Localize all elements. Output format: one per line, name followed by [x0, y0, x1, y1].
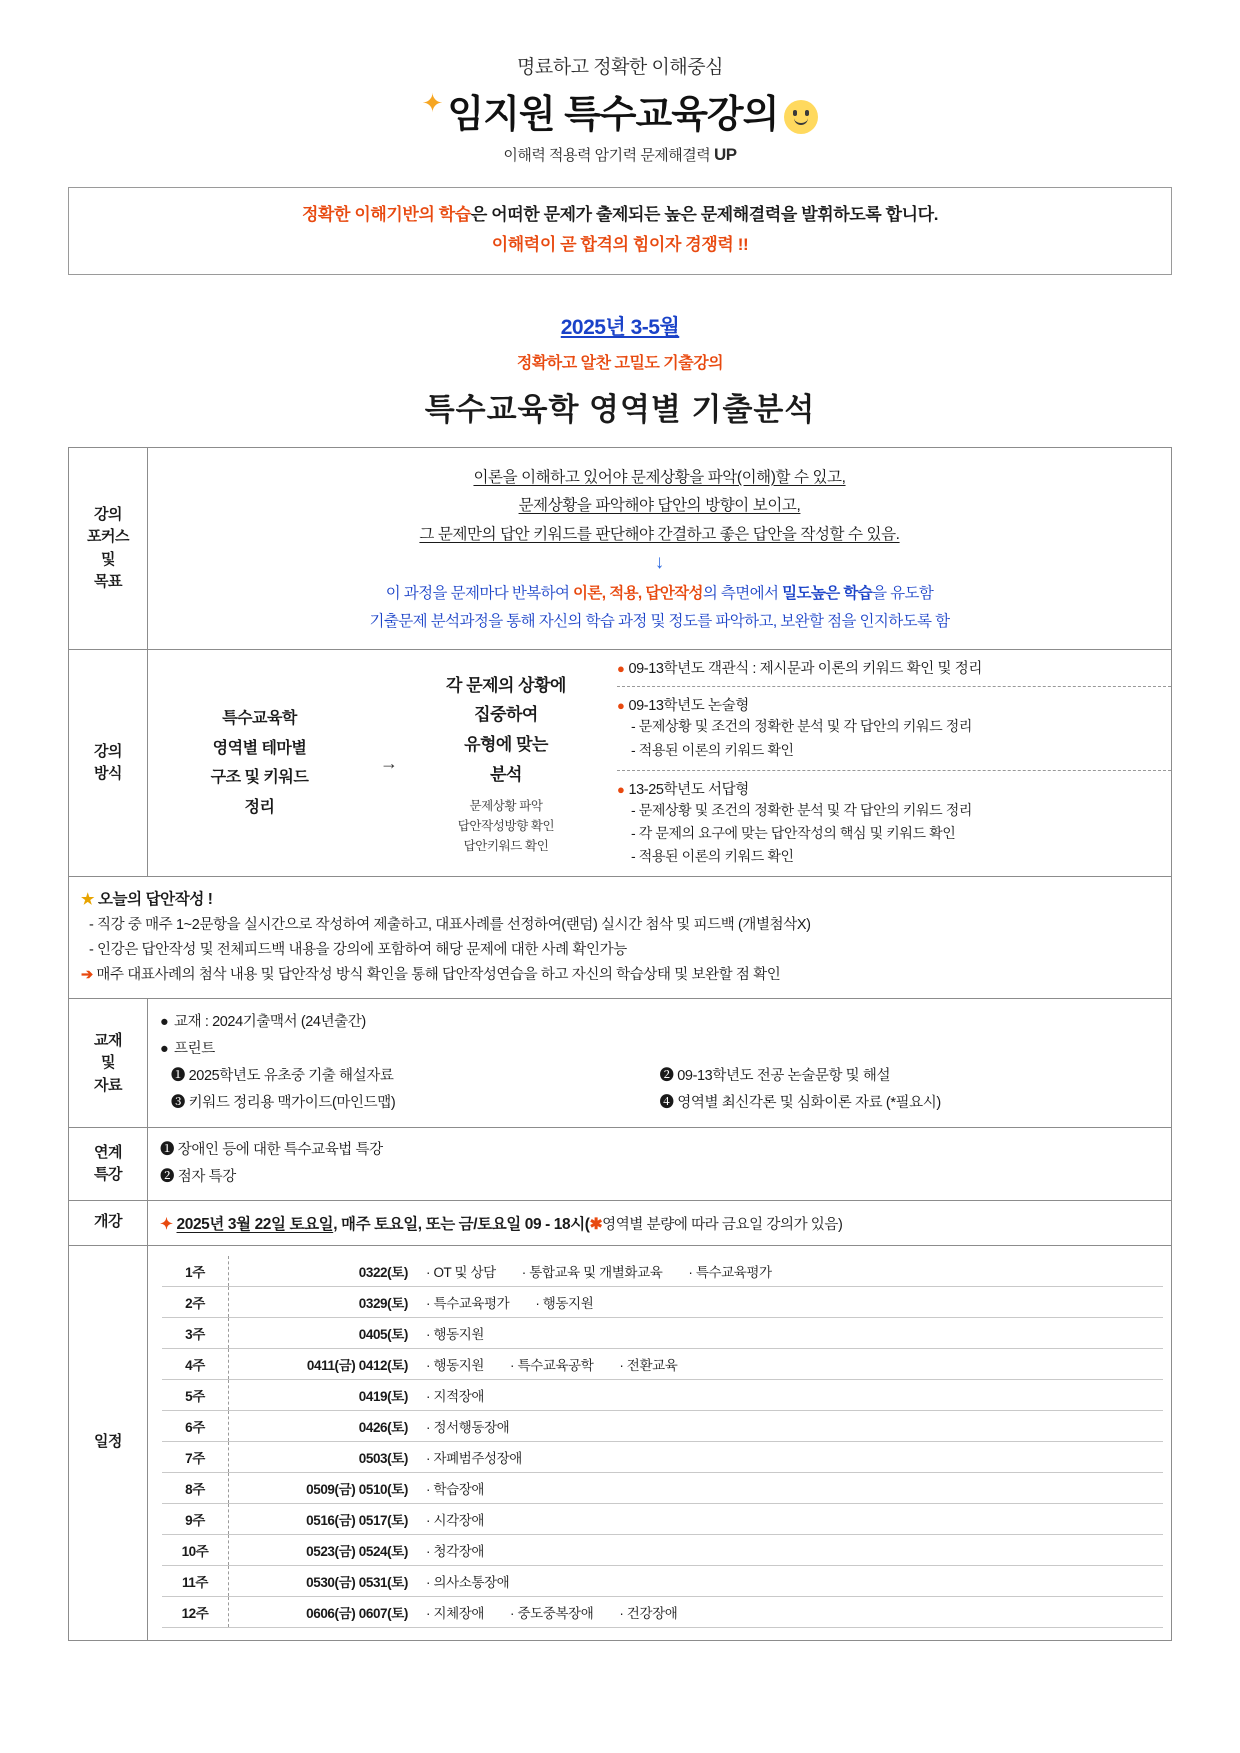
open-content — [148, 1200, 1172, 1245]
header-sub2-up: UP — [713, 145, 737, 164]
smiley-face-icon — [784, 100, 818, 134]
schedule-topic: · 지적장애 — [426, 1385, 484, 1405]
schedule-topics — [416, 1410, 1163, 1441]
schedule-week: 3주 — [162, 1317, 229, 1348]
materials-sub-row-1 — [160, 1063, 1159, 1090]
method-segment — [617, 771, 1171, 876]
method-segment — [617, 650, 1171, 687]
row-materials — [69, 999, 1172, 1128]
schedule-row — [162, 1472, 1163, 1503]
notice-box — [68, 187, 1172, 275]
row-schedule — [69, 1245, 1172, 1640]
four-point-star-icon: ✦ — [160, 1215, 173, 1233]
course-info-table — [68, 447, 1172, 1641]
schedule-week: 2주 — [162, 1286, 229, 1317]
method-segment-sub: - 적용된 이론의 키워드 확인 — [631, 741, 794, 758]
header-sub2-text: 이해력 적용력 암기력 문제해결력 — [503, 147, 714, 164]
schedule-topic: · 지체장애 — [426, 1602, 484, 1622]
focus-line-2: 문제상황을 파악해야 답안의 방향이 보이고, — [518, 497, 801, 515]
schedule-date: 0516(금) 0517(토) — [229, 1503, 417, 1534]
schedule-topic: · 특수교육공학 — [510, 1354, 593, 1374]
method-segment-sub: - 문제상황 및 조건의 정확한 분석 및 각 답안의 키워드 정리 — [631, 801, 973, 818]
course-name: 특수교육학 영역별 기출분석 — [424, 391, 816, 427]
sparkle-icon: ✦ — [421, 87, 444, 118]
schedule-row — [162, 1534, 1163, 1565]
bullet-dot-icon: ● — [617, 781, 625, 797]
schedule-date: 0419(토) — [229, 1379, 417, 1410]
bullet-dot-icon: ● — [160, 1014, 169, 1031]
method-segment-head: ● 09-13학년도 객관식 : 제시문과 이론의 키워드 확인 및 정리 — [617, 661, 982, 678]
row-open — [69, 1200, 1172, 1245]
schedule-content — [148, 1245, 1172, 1640]
right-arrow-icon: → — [380, 752, 398, 773]
schedule-date: 0426(토) — [229, 1410, 417, 1441]
schedule-topics — [416, 1472, 1163, 1503]
document-header — [68, 52, 1172, 165]
schedule-date: 0606(금) 0607(토) — [229, 1596, 417, 1627]
notice-line-1-highlight: 정확한 이해기반의 학습 — [301, 205, 471, 224]
schedule-topic: · 청각장애 — [426, 1540, 484, 1560]
materials-item-1: ● 교재 : 2024기출맥서 (24년출간) — [160, 1009, 1159, 1036]
method-segment-sub: - 각 문제의 요구에 맞는 답안작성의 핵심 및 키워드 확인 — [631, 824, 956, 841]
num-2-icon: ❷ — [659, 1067, 674, 1084]
row-focus — [69, 447, 1172, 650]
schedule-week: 8주 — [162, 1472, 229, 1503]
answer-writing-title: ★ 오늘의 답안작성 ! — [81, 890, 213, 908]
materials-sub-4: ❹ 영역별 최신각론 및 심화이론 자료 (*필요시) — [659, 1094, 941, 1111]
label-linked: 연계 특강 — [69, 1128, 148, 1200]
asterisk-icon: ✱ — [589, 1215, 603, 1233]
schedule-topic: · 통합교육 및 개별화교육 — [522, 1261, 663, 1281]
schedule-topic: · 행동지원 — [535, 1292, 593, 1312]
label-schedule: 일정 — [69, 1245, 148, 1640]
schedule-row — [162, 1286, 1163, 1317]
open-date: 2025년 3월 22일 토요일 — [176, 1215, 334, 1233]
method-column-3 — [605, 650, 1171, 875]
linked-item-2: ❷ 점자 특강 — [160, 1168, 236, 1185]
page-title: 임지원 특수교육강의 — [447, 94, 779, 136]
schedule-topics — [416, 1441, 1163, 1472]
answer-writing-content — [69, 876, 1172, 998]
focus-content — [148, 447, 1172, 650]
schedule-date: 0509(금) 0510(토) — [229, 1472, 417, 1503]
method-segment-sub: - 적용된 이론의 키워드 확인 — [631, 847, 794, 864]
schedule-row — [162, 1348, 1163, 1379]
num-4-icon: ❹ — [659, 1094, 674, 1111]
schedule-week: 12주 — [162, 1596, 229, 1627]
schedule-topic: · 시각장애 — [426, 1509, 484, 1529]
method-column-2-detail: 문제상황 파악 답안작성방향 확인 답안키워드 확인 — [457, 798, 555, 853]
materials-sub-1: ❶ 2025학년도 유초중 기출 해설자료 — [170, 1067, 394, 1084]
schedule-topic: · 건강장애 — [619, 1602, 677, 1622]
schedule-row — [162, 1317, 1163, 1348]
schedule-week: 4주 — [162, 1348, 229, 1379]
method-column-1: 특수교육학 영역별 테마별 구조 및 키워드 정리 — [210, 710, 309, 816]
schedule-topic: · 자폐범주성장애 — [426, 1447, 522, 1467]
schedule-topic: · 특수교육평가 — [426, 1292, 509, 1312]
schedule-topics — [416, 1534, 1163, 1565]
label-open: 개강 — [69, 1200, 148, 1245]
schedule-row — [162, 1256, 1163, 1287]
focus-line-1: 이론을 이해하고 있어야 문제상황을 파악(이해)할 수 있고, — [473, 468, 846, 486]
bullet-dot-icon: ● — [160, 1041, 169, 1058]
label-focus: 강의 포커스 및 목표 — [69, 447, 148, 650]
materials-sub-row-2 — [160, 1090, 1159, 1117]
course-tagline: 정확하고 알찬 고밀도 기출강의 — [516, 354, 724, 372]
bullet-dot-icon: ● — [617, 698, 625, 714]
label-method: 강의 방식 — [69, 650, 148, 876]
star-icon: ★ — [81, 890, 95, 908]
method-segment-head: ● 13-25학년도 서답형 — [617, 781, 749, 798]
materials-item-2: ● 프린트 — [160, 1036, 1159, 1063]
answer-writing-line-3: ➔ 매주 대표사례의 첨삭 내용 및 답안작성 방식 확인을 통해 답안작성연습을 하고 자신의 학습상태 및 보완할 점 확인 — [81, 966, 781, 983]
method-segment-head: ● 09-13학년도 논술형 — [617, 698, 749, 715]
schedule-week: 10주 — [162, 1534, 229, 1565]
materials-sub-3: ❸ 키워드 정리용 맥가이드(마인드맵) — [170, 1094, 396, 1111]
schedule-topic: · 의사소통장애 — [426, 1571, 509, 1591]
schedule-table — [162, 1256, 1163, 1628]
schedule-date: 0523(금) 0524(토) — [229, 1534, 417, 1565]
method-inner-table — [148, 650, 1171, 875]
course-title-block — [68, 311, 1172, 429]
open-note: 영역별 분량에 따라 금요일 강의가 있음) — [602, 1216, 843, 1233]
schedule-row — [162, 1379, 1163, 1410]
schedule-topic: · 행동지원 — [426, 1323, 484, 1343]
schedule-topics — [416, 1379, 1163, 1410]
method-content — [148, 650, 1172, 876]
row-method — [69, 650, 1172, 876]
linked-item-1: ❶ 장애인 등에 대한 특수교육법 특강 — [160, 1142, 383, 1159]
focus-bullet-2: 기출문제 분석과정을 통해 자신의 학습 과정 및 정도를 파악하고, 보완할 점을 인지하도록 함 — [369, 612, 950, 630]
num-3-icon: ❸ — [170, 1094, 185, 1111]
schedule-topics — [416, 1596, 1163, 1627]
open-rest: , 매주 토요일, 또는 금/토요일 09 - 18시( — [333, 1215, 590, 1233]
row-answer-writing — [69, 876, 1172, 998]
materials-sub-2: ❷ 09-13학년도 전공 논술문항 및 해설 — [659, 1067, 891, 1084]
schedule-date: 0503(토) — [229, 1441, 417, 1472]
schedule-topics — [416, 1256, 1163, 1287]
row-linked-lectures — [69, 1128, 1172, 1200]
header-title-row — [68, 83, 1172, 138]
schedule-week: 11주 — [162, 1565, 229, 1596]
header-subtitle-bottom — [68, 144, 1172, 165]
course-period: 2025년 3-5월 — [560, 315, 680, 339]
method-column-2 — [407, 650, 605, 875]
schedule-topic: · 학습장애 — [426, 1478, 484, 1498]
schedule-date: 0530(금) 0531(토) — [229, 1565, 417, 1596]
arrow-right-icon: ➔ — [81, 966, 93, 983]
label-materials: 교재 및 자료 — [69, 999, 148, 1128]
method-column-2-title: 각 문제의 상황에 집중하여 유형에 맞는 분석 — [446, 675, 566, 784]
header-subtitle-top: 명료하고 정확한 이해중심 — [517, 57, 723, 78]
method-segment — [617, 687, 1171, 770]
schedule-date: 0411(금) 0412(토) — [229, 1348, 417, 1379]
schedule-topic: · 특수교육평가 — [688, 1261, 771, 1281]
num-2-icon: ❷ — [160, 1168, 175, 1185]
schedule-topic: · 중도중복장애 — [510, 1602, 593, 1622]
schedule-week: 1주 — [162, 1256, 229, 1287]
schedule-topics — [416, 1348, 1163, 1379]
schedule-topic: · 정서행동장애 — [426, 1416, 509, 1436]
schedule-topics — [416, 1503, 1163, 1534]
notice-line-1 — [79, 202, 1161, 228]
materials-content — [148, 999, 1172, 1128]
focus-bullet-1: 이 과정을 문제마다 반복하여 이론, 적용, 답안작성의 측면에서 밀도높은 학습을 유도함 — [385, 584, 934, 602]
schedule-topics — [416, 1565, 1163, 1596]
schedule-date: 0322(토) — [229, 1256, 417, 1287]
num-1-icon: ❶ — [170, 1067, 185, 1084]
bullet-dot-icon: ● — [617, 661, 625, 677]
notice-line-2: 이해력이 곧 합격의 힘이자 경쟁력 !! — [491, 235, 749, 255]
method-segment-sub: - 문제상황 및 조건의 정확한 분석 및 각 답안의 키워드 정리 — [631, 718, 973, 735]
schedule-topic: · 전환교육 — [619, 1354, 677, 1374]
focus-line-3: 그 문제만의 답안 키워드를 판단해야 간결하고 좋은 답안을 작성할 수 있음. — [419, 526, 900, 544]
schedule-row — [162, 1596, 1163, 1627]
answer-writing-line-1: - 직강 중 매주 1~2문항을 실시간으로 작성하여 제출하고, 대표사례를 선정하여(랜덤) 실시간 첨삭 및 피드백 (개별첨삭X) — [89, 917, 811, 934]
down-arrow-icon: ↓ — [654, 551, 665, 573]
schedule-topic: · OT 및 상담 — [426, 1261, 496, 1281]
num-1-icon: ❶ — [160, 1142, 175, 1159]
schedule-date: 0405(토) — [229, 1317, 417, 1348]
schedule-row — [162, 1503, 1163, 1534]
schedule-week: 6주 — [162, 1410, 229, 1441]
schedule-row — [162, 1441, 1163, 1472]
schedule-week: 7주 — [162, 1441, 229, 1472]
schedule-topic: · 행동지원 — [426, 1354, 484, 1374]
schedule-topics — [416, 1286, 1163, 1317]
schedule-week: 9주 — [162, 1503, 229, 1534]
schedule-row — [162, 1565, 1163, 1596]
schedule-date: 0329(토) — [229, 1286, 417, 1317]
schedule-week: 5주 — [162, 1379, 229, 1410]
answer-writing-line-2: - 인강은 답안작성 및 전체피드백 내용을 강의에 포함하여 해당 문제에 대한 사례 확인가능 — [89, 941, 627, 958]
schedule-row — [162, 1410, 1163, 1441]
schedule-topics — [416, 1317, 1163, 1348]
linked-content — [148, 1128, 1172, 1200]
notice-line-1-rest: 은 어떠한 문제가 출제되든 높은 문제해결력을 발휘하도록 합니다. — [470, 205, 939, 224]
